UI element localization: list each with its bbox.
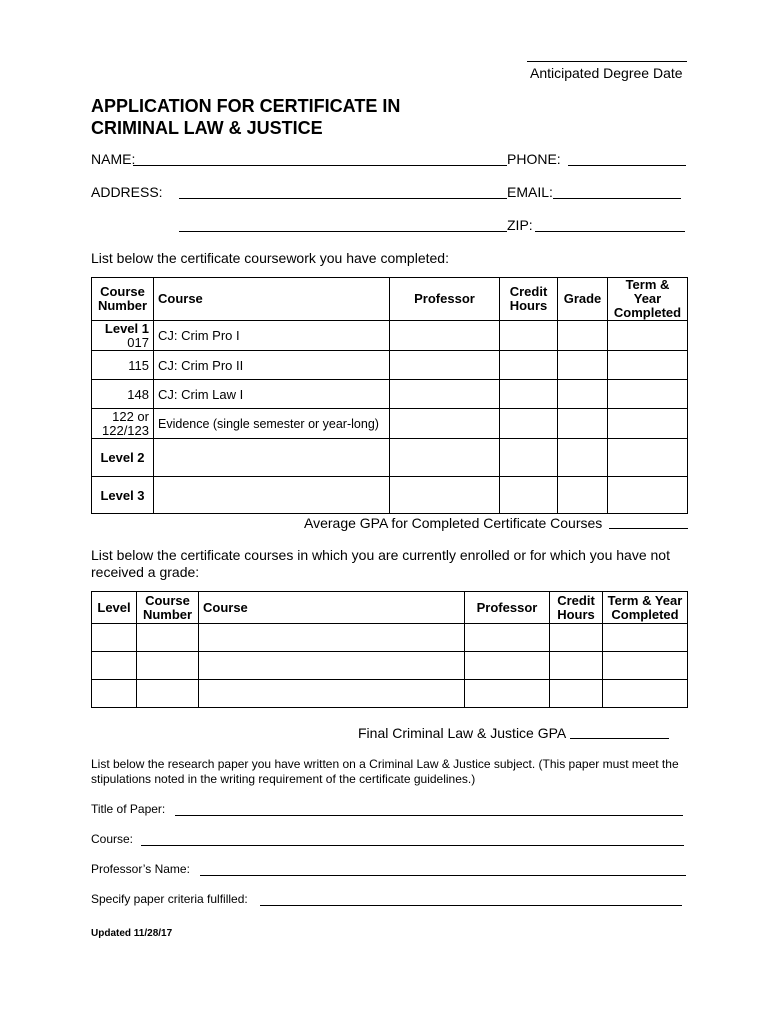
term-year-cell[interactable] [608,409,688,439]
level-cell[interactable] [92,652,137,680]
col-course: Course [199,592,465,624]
col-course-number: Course Number [137,592,199,624]
grade-cell[interactable] [558,477,608,514]
paper-title-label: Title of Paper: [91,802,166,816]
course-number-cell[interactable] [137,624,199,652]
course-cell[interactable] [199,624,465,652]
table-header-row [92,592,688,624]
col-course-number: Course Number [92,278,154,321]
grade-cell[interactable] [558,409,608,439]
average-gpa-label: Average GPA for Completed Certificate Courses [304,515,603,531]
credit-hours-cell[interactable] [500,351,558,380]
paper-criteria-label: Specify paper criteria fulfilled: [91,892,248,906]
term-year-cell[interactable] [603,624,688,652]
table-row [92,321,688,351]
professor-cell[interactable] [390,477,500,514]
table-row [92,351,688,380]
term-year-cell[interactable] [608,477,688,514]
average-gpa-field[interactable] [609,528,688,529]
credit-hours-cell[interactable] [550,652,603,680]
phone-label: PHONE: [507,151,561,167]
table-row [92,409,688,439]
grade-cell[interactable] [558,439,608,477]
completed-intro: List below the certificate coursework you have completed: [91,250,449,266]
course-number-cell[interactable] [137,680,199,708]
credit-hours-cell[interactable] [500,321,558,351]
level-cell[interactable] [92,680,137,708]
research-intro: List below the research paper you have written on a Criminal Law & Justice subject. (This paper must meet the stipulations noted in the writing requirement of the certificate guidelines.) [91,757,679,786]
address-field-line1[interactable] [179,198,507,199]
professor-cell[interactable] [390,439,500,477]
email-field[interactable] [553,198,681,199]
enrolled-intro: List below the certificate courses in which you are currently enrolled or for which you have not received a grade: [91,547,670,580]
paper-title-field[interactable] [175,815,683,816]
table-row [92,652,688,680]
credit-hours-cell[interactable] [500,409,558,439]
paper-professor-field[interactable] [200,875,686,876]
name-field[interactable] [133,165,507,166]
completed-courses-table [91,277,688,514]
term-year-cell[interactable] [608,321,688,351]
term-year-cell[interactable] [603,652,688,680]
col-professor: Professor [465,592,550,624]
course-number-cell[interactable] [137,652,199,680]
col-professor: Professor [390,278,500,321]
degree-date-line[interactable] [527,61,687,62]
grade-cell[interactable] [558,351,608,380]
col-term-year: Term & Year Completed [603,592,688,624]
credit-hours-cell[interactable] [550,680,603,708]
col-course: Course [154,278,390,321]
course-number-cell: 115 [92,351,154,380]
grade-cell[interactable] [558,321,608,351]
credit-hours-cell[interactable] [500,380,558,409]
phone-field[interactable] [568,165,686,166]
row-number: 017 [127,334,149,350]
table-header-row [92,278,688,321]
level-2-cell: Level 2 [92,439,154,477]
credit-hours-cell[interactable] [500,439,558,477]
title-line-2: CRIMINAL LAW & JUSTICE [91,118,323,138]
zip-field[interactable] [535,231,685,232]
course-cell: Evidence (single semester or year-long) [154,409,390,439]
final-gpa-label: Final Criminal Law & Justice GPA [358,725,567,741]
paper-professor-label: Professor’s Name: [91,862,190,876]
address-label: ADDRESS: [91,184,163,200]
course-cell[interactable] [199,652,465,680]
term-year-cell[interactable] [608,380,688,409]
professor-cell[interactable] [465,652,550,680]
page-title [91,95,400,139]
course-cell: CJ: Crim Pro I [154,321,390,351]
email-label: EMAIL: [507,184,553,200]
term-year-cell[interactable] [608,351,688,380]
table-row [92,439,688,477]
address-field-line2[interactable] [179,231,507,232]
term-year-cell[interactable] [608,439,688,477]
professor-cell[interactable] [390,351,500,380]
col-level: Level [92,592,137,624]
course-number-cell [92,321,154,351]
credit-hours-cell[interactable] [500,477,558,514]
term-year-cell[interactable] [603,680,688,708]
table-row [92,624,688,652]
final-gpa-field[interactable] [570,738,669,739]
table-row [92,380,688,409]
level-3-cell: Level 3 [92,477,154,514]
row-level-label: Level 1 [104,320,149,336]
credit-hours-cell[interactable] [550,624,603,652]
enrolled-courses-table [91,591,688,708]
professor-cell[interactable] [465,680,550,708]
table-row [92,477,688,514]
professor-cell[interactable] [390,380,500,409]
professor-cell[interactable] [390,409,500,439]
paper-course-label: Course: [91,832,134,846]
course-cell: CJ: Crim Law I [154,380,390,409]
name-label: NAME: [91,151,136,167]
zip-label: ZIP: [507,217,533,233]
paper-course-field[interactable] [141,845,684,846]
col-grade: Grade [558,278,608,321]
course-number-cell: 122 or 122/123 [92,409,154,439]
level-cell[interactable] [92,624,137,652]
col-credit-hours: Credit Hours [500,278,558,321]
professor-cell[interactable] [465,624,550,652]
paper-criteria-field[interactable] [260,905,682,906]
course-cell[interactable] [154,439,390,477]
grade-cell[interactable] [558,380,608,409]
course-cell[interactable] [154,477,390,514]
col-term-year: Term & Year Completed [608,278,688,321]
course-cell[interactable] [199,680,465,708]
title-line-1: APPLICATION FOR CERTIFICATE IN [91,96,401,116]
col-credit-hours: Credit Hours [550,592,603,624]
updated-date: Updated 11/28/17 [91,928,173,939]
table-row [92,680,688,708]
professor-cell[interactable] [390,321,500,351]
course-cell: CJ: Crim Pro II [154,351,390,380]
course-number-cell: 148 [92,380,154,409]
degree-date-label: Anticipated Degree Date [530,65,683,81]
